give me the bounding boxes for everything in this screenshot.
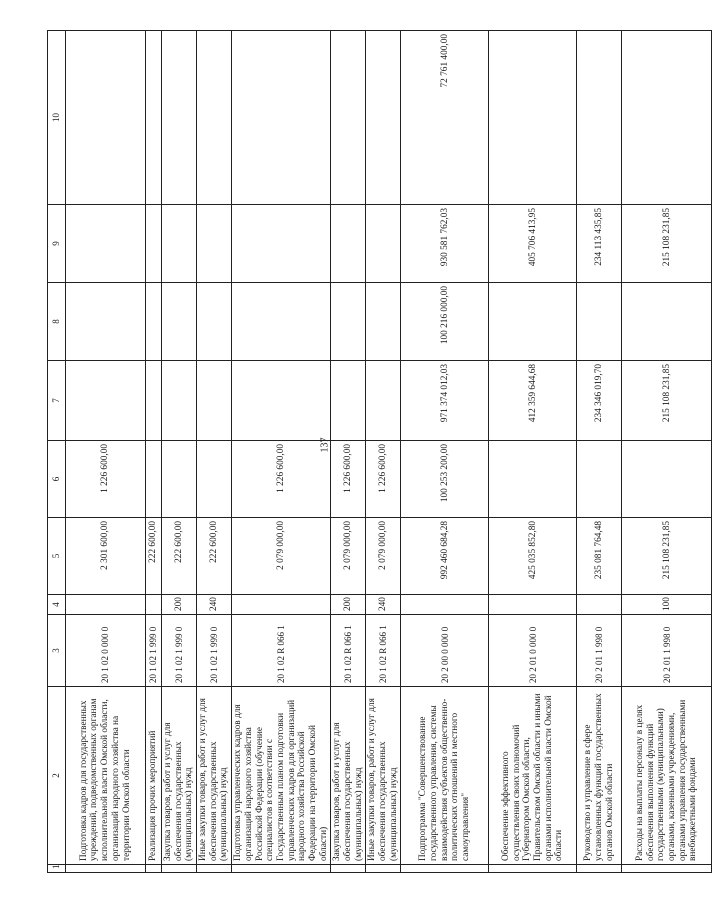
row-col9-cell xyxy=(331,205,366,283)
row-code-cell: 20 1 02 1 999 0 xyxy=(146,615,162,687)
row-col8-cell xyxy=(622,283,712,361)
row-col7-cell xyxy=(162,361,197,441)
row-col7-cell: 412 359 644,68 xyxy=(489,361,577,441)
row-name-cell: Подготовка кадров для государственных учреждений, подведомственных органам исполнительной власти Омской области, организаций народного хозяйства на территории Омской области xyxy=(66,687,146,865)
row-expense-type-cell xyxy=(577,595,622,615)
budget-table xyxy=(47,30,712,873)
row-col7-cell xyxy=(197,361,232,441)
row-code-cell: 20 1 02 R 066 1 xyxy=(232,615,331,687)
row-expense-type-cell xyxy=(66,595,146,615)
row-col6-cell xyxy=(577,441,622,518)
row-name-cell: Иные закупки товаров, работ и услуг для обеспечения государственных (муниципальных) нужд xyxy=(366,687,401,865)
header-cell-6: 6 xyxy=(48,441,66,518)
row-index-cell xyxy=(366,865,401,873)
header-cell-3: 3 xyxy=(48,615,66,687)
page-number: 137 xyxy=(319,437,331,453)
row-code-cell: 20 2 01 1 998 0 xyxy=(622,615,712,687)
row-col6-cell xyxy=(622,441,712,518)
row-col8-cell: 100 216 000,00 xyxy=(401,283,489,361)
row-expense-type-cell: 240 xyxy=(197,595,232,615)
row-col6-cell: 1 226 600,00 xyxy=(66,441,146,518)
row-col5-cell: 235 081 764,48 xyxy=(577,518,622,595)
row-col5-cell: 222 600,00 xyxy=(162,518,197,595)
row-name-cell: Расходы на выплаты персоналу в целях обеспечения выполнения функций государственными (муниципальными) органами, казенными учреждениями, органами управления государственными внебюджетными фондами xyxy=(622,687,712,865)
row-name-cell: Подпрограмма "Совершенствование государственного управления, системы взаимодействия субъектов общественно-политических отношений и местного самоуправления" xyxy=(401,687,489,865)
row-code-cell: 20 1 02 R 066 1 xyxy=(366,615,401,687)
row-index-cell xyxy=(232,865,331,873)
row-col10-cell xyxy=(66,31,146,205)
budget-table-container xyxy=(47,31,699,873)
row-name-cell: Закупка товаров, работ и услуг для обеспечения государственных (муниципальных) нужд xyxy=(162,687,197,865)
header-cell-4: 4 xyxy=(48,595,66,615)
row-col5-cell: 222 600,00 xyxy=(146,518,162,595)
table-header-row xyxy=(48,31,66,873)
row-col7-cell xyxy=(66,361,146,441)
row-code-cell: 20 2 00 0 000 0 xyxy=(401,615,489,687)
row-expense-type-cell xyxy=(489,595,577,615)
row-col5-cell: 222 600,00 xyxy=(197,518,232,595)
row-col10-cell xyxy=(146,31,162,205)
header-cell-5: 5 xyxy=(48,518,66,595)
row-col9-cell: 405 706 413,95 xyxy=(489,205,577,283)
row-col9-cell xyxy=(197,205,232,283)
row-expense-type-cell xyxy=(232,595,331,615)
row-col9-cell: 930 581 762,03 xyxy=(401,205,489,283)
table-row xyxy=(66,31,146,873)
row-code-cell: 20 1 02 1 999 0 xyxy=(162,615,197,687)
row-index-cell xyxy=(146,865,162,873)
row-code-cell: 20 2 01 0 000 0 xyxy=(489,615,577,687)
row-col9-cell xyxy=(162,205,197,283)
row-col6-cell xyxy=(162,441,197,518)
row-col9-cell xyxy=(66,205,146,283)
row-col7-cell: 971 374 012,03 xyxy=(401,361,489,441)
row-expense-type-cell: 200 xyxy=(331,595,366,615)
table-row xyxy=(146,31,162,873)
header-cell-10: 10 xyxy=(48,31,66,205)
row-code-cell: 20 1 02 0 000 0 xyxy=(66,615,146,687)
table-row xyxy=(197,31,232,873)
row-col8-cell xyxy=(366,283,401,361)
row-col6-cell xyxy=(489,441,577,518)
row-col6-cell: 1 226 600,00 xyxy=(366,441,401,518)
row-col7-cell xyxy=(331,361,366,441)
row-name-cell: Обеспечение эффективного осуществления своих полномочий Губернатором Омской области, Правительством Омской области и иными органами исполнительной власти Омской области xyxy=(489,687,577,865)
row-col5-cell: 2 079 000,00 xyxy=(366,518,401,595)
row-col10-cell xyxy=(577,31,622,205)
row-col8-cell xyxy=(489,283,577,361)
row-index-cell xyxy=(489,865,577,873)
row-name-cell: Руководство и управление в сфере установленных функций государственных органов Омской области xyxy=(577,687,622,865)
row-index-cell xyxy=(66,865,146,873)
row-code-cell: 20 2 01 1 998 0 xyxy=(577,615,622,687)
row-col9-cell: 215 108 231,85 xyxy=(622,205,712,283)
row-col10-cell xyxy=(197,31,232,205)
table-row xyxy=(622,31,712,873)
row-index-cell xyxy=(401,865,489,873)
row-col8-cell xyxy=(197,283,232,361)
row-col8-cell xyxy=(66,283,146,361)
row-col5-cell: 2 079 000,00 xyxy=(232,518,331,595)
row-col6-cell xyxy=(197,441,232,518)
row-index-cell xyxy=(331,865,366,873)
row-col10-cell: 72 761 400,00 xyxy=(401,31,489,205)
row-col10-cell xyxy=(162,31,197,205)
row-col7-cell: 215 108 231,85 xyxy=(622,361,712,441)
row-name-cell: Закупка товаров, работ и услуг для обеспечения государственных (муниципальных) нужд xyxy=(331,687,366,865)
row-col10-cell xyxy=(232,31,331,205)
row-code-cell: 20 1 02 1 999 0 xyxy=(197,615,232,687)
row-col9-cell: 234 113 435,85 xyxy=(577,205,622,283)
row-col7-cell: 234 346 019,70 xyxy=(577,361,622,441)
table-row xyxy=(401,31,489,873)
row-col10-cell xyxy=(366,31,401,205)
row-expense-type-cell: 200 xyxy=(162,595,197,615)
row-col8-cell xyxy=(162,283,197,361)
row-col6-cell: 100 253 200,00 xyxy=(401,441,489,518)
row-col7-cell xyxy=(366,361,401,441)
row-col6-cell: 1 226 600,00 xyxy=(232,441,331,518)
header-cell-2: 2 xyxy=(48,687,66,865)
row-expense-type-cell: 240 xyxy=(366,595,401,615)
table-row xyxy=(162,31,197,873)
row-col9-cell xyxy=(146,205,162,283)
row-expense-type-cell xyxy=(146,595,162,615)
row-expense-type-cell: 100 xyxy=(622,595,712,615)
row-col5-cell: 2 301 600,00 xyxy=(66,518,146,595)
row-col8-cell xyxy=(146,283,162,361)
row-col8-cell xyxy=(232,283,331,361)
row-col9-cell xyxy=(232,205,331,283)
row-col5-cell: 992 460 684,28 xyxy=(401,518,489,595)
table-row xyxy=(366,31,401,873)
row-index-cell xyxy=(622,865,712,873)
row-name-cell: Реализация прочих мероприятий xyxy=(146,687,162,865)
row-index-cell xyxy=(577,865,622,873)
row-col6-cell xyxy=(146,441,162,518)
row-col10-cell xyxy=(489,31,577,205)
row-col5-cell: 425 035 852,80 xyxy=(489,518,577,595)
row-col10-cell xyxy=(622,31,712,205)
row-col8-cell xyxy=(577,283,622,361)
table-row xyxy=(331,31,366,873)
row-col10-cell xyxy=(331,31,366,205)
row-index-cell xyxy=(197,865,232,873)
header-cell-7: 7 xyxy=(48,361,66,441)
row-col7-cell xyxy=(146,361,162,441)
row-col7-cell xyxy=(232,361,331,441)
table-row xyxy=(232,31,331,873)
row-col5-cell: 215 108 231,85 xyxy=(622,518,712,595)
table-row xyxy=(577,31,622,873)
row-col8-cell xyxy=(331,283,366,361)
row-col9-cell xyxy=(366,205,401,283)
row-name-cell: Иные закупки товаров, работ и услуг для обеспечения государственных (муниципальных) нужд xyxy=(197,687,232,865)
header-cell-8: 8 xyxy=(48,283,66,361)
row-name-cell: Подготовка управленческих кадров для организаций народного хозяйства Российской Федерации (обучение специалистов в соответствии с Государственным планом подготовки управленческих кадров для организаций народного хозяйства Российской Федерации на территории Омской области) xyxy=(232,687,331,865)
table-row xyxy=(489,31,577,873)
row-code-cell: 20 1 02 R 066 1 xyxy=(331,615,366,687)
header-cell-9: 9 xyxy=(48,205,66,283)
row-expense-type-cell xyxy=(401,595,489,615)
row-col5-cell: 2 079 000,00 xyxy=(331,518,366,595)
row-index-cell xyxy=(162,865,197,873)
header-cell-1: 1 xyxy=(48,865,66,873)
row-col6-cell: 1 226 600,00 xyxy=(331,441,366,518)
